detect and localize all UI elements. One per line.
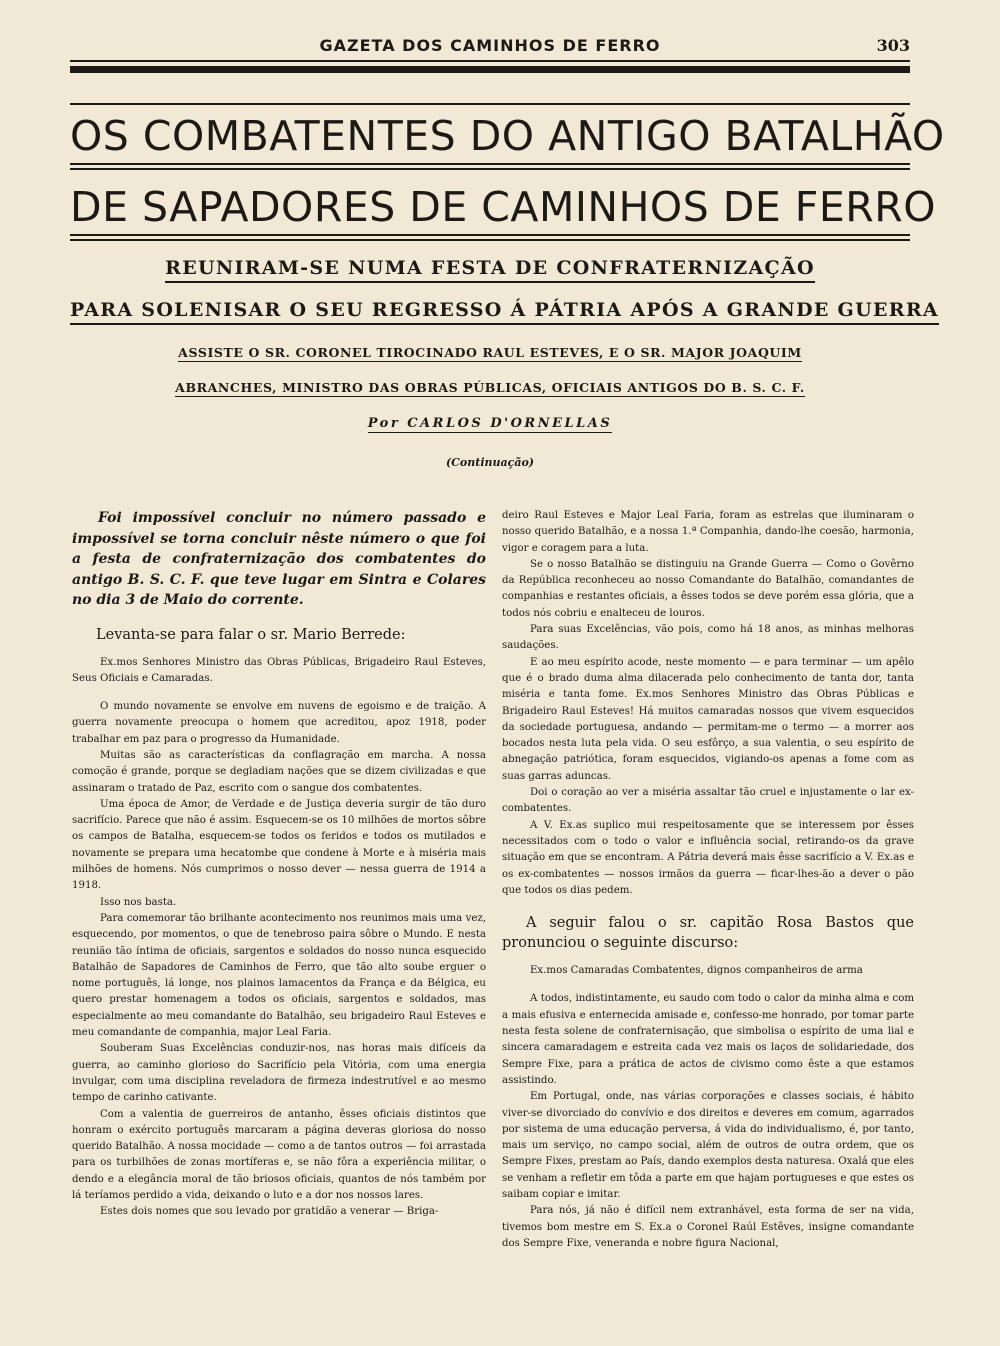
byline-text: Por CARLOS D'ORNELLAS	[367, 416, 613, 431]
paragraph: Muitas são as características da conflagração em marcha. A nossa comoção é grande, porque se degladiam nações que se dizem civilizadas e que assinaram o tratado de Paz, escrito com o sangue dos combatentes.	[72, 749, 486, 794]
paragraph: Isso nos basta.	[100, 896, 177, 908]
page-number: 303	[876, 36, 910, 55]
subtitle-line-2	[70, 299, 939, 321]
subtitle-line-2-text: PARA SOLENISAR O SEU REGRESSO Á PÁTRIA APÓS A GRANDE GUERRA	[70, 299, 939, 325]
speaker-heading: A seguir falou o sr. capitão Rosa Bastos que pronunciou o seguinte discurso:	[502, 915, 914, 952]
subtitle-line-1	[70, 257, 910, 279]
byline	[70, 416, 910, 431]
title-rule-mid-2	[70, 168, 910, 170]
left-column	[72, 508, 486, 1221]
title-rule-top	[70, 103, 910, 105]
title-rule-bottom-1	[70, 234, 910, 236]
paragraph: Para comemorar tão brilhante acontecimento nos reunimos mais uma vez, esquecendo, por momentos, o que de tenebroso paira sôbre o Mundo. E nesta reunião tão íntima de oficiais, sargentos e soldados do nosso nunca esquecido Batalhão de Sapadores de Caminhos de Ferro, que tão alto soube erguer o nome português, lá longe, nos plainos lamacentos da França e da Bélgica, eu quero prestar homenagem a todos os oficiais, sargentos e soldados, mas especialmente ao meu comandante do Batalhão, seu brigadeiro Raul Esteves e meu comandante de companhia, major Leal Faria.	[72, 912, 486, 1039]
journal-name: GAZETA DOS CAMINHOS DE FERRO	[319, 36, 661, 55]
header-rule-thin	[70, 60, 910, 62]
paragraph: Com a valentia de guerreiros de antanho, êsses oficiais distintos que honram o exército português marcaram a página deveras gloriosa do nosso querido Batalhão. A nossa mocidade — como a de tantos outros — foi arrastada para os turbilhões de zonas mortíferas e, se não fôra a experiência militar, o dendo e a elegância moral de tão briosos oficiais, quantos de nós também por lá teríamos perdido a vida, deixando o luto e a dor nos nossos lares.	[72, 1108, 486, 1201]
right-column	[502, 508, 914, 1252]
paragraph: Se o nosso Batalhão se distinguiu na Grande Guerra — Como o Govêrno da República reconheceu ao nosso Comandante do Batalhão, comandantes de companhias e restantes oficiais, a êsses todos se deve porém essa glória, que a todos nós cobriu e enalteceu de louros.	[502, 558, 914, 619]
subtitle-line-3-text: ASSISTE O SR. CORONEL TIROCINADO RAUL ESTEVES, E O SR. MAJOR JOAQUIM	[178, 345, 802, 360]
title-line-2: DE SAPADORES DE CAMINHOS DE FERRO	[70, 183, 937, 231]
address-line: Ex.mos Camaradas Combatentes, dignos companheiros de arma	[530, 965, 863, 977]
paragraph: O mundo novamente se envolve em nuvens de egoismo e de traição. A guerra novamente preocupa o homem que acreditou, apoz 1918, poder trabalhar em paz para o progresso da Humanidade.	[72, 701, 486, 745]
title-rule-bottom-2	[70, 239, 910, 241]
paragraph: Doi o coração ao ver a miséria assaltar tão cruel e injustamente o lar ex-combatentes.	[502, 787, 914, 815]
header-rule-thick	[70, 66, 910, 73]
paragraph: A todos, indistintamente, eu saudo com todo o calor da minha alma e com a mais efusiva e enternecida amisade e, confesso-me honrado, por tomar parte nesta festa solene de confraternisação, que simbolisa o espírito de uma lial e sincera camaradagem e estreita cada vez mais os laços de solidariedade, dos Sempre Fixe, para a prática de actos de civismo como êste a que estamos assistindo.	[502, 993, 914, 1086]
subtitle-line-4	[70, 380, 910, 395]
lead-paragraph: Foi impossível concluir no número passado e impossível se torna concluir nêste número o que foi a festa de confraternização dos combatentes do antigo B. S. C. F. que teve lugar em Sintra e Colares no dia 3 de Maio do corrente.	[72, 510, 486, 608]
speaker-heading: Levanta-se para falar o sr. Mario Berrede:	[96, 626, 406, 643]
paragraph: Souberam Suas Excelências conduzir-nos, nas horas mais difíceis da guerra, ao caminho glorioso do Sacrifício pela Vitória, com uma energia invulgar, com uma disciplina reveladora de firmeza indestrutível e ao mesmo tempo de carinho cativante.	[72, 1043, 486, 1104]
paragraph: Em Portugal, onde, nas várias corporações e classes sociais, é hábito viver-se divorciado do convívio e dos direitos e deveres em comum, agarrados por sistema de uma educação perversa, á vida do individualismo, é, por tanto, mais um serviço, no campo social, além de outros de outra ordem, que os Sempre Fixes, prestam ao País, dando exemplos desta naturesa. Oxalá que eles se venham a refletir em tôda a parte em que hajam portugueses e que estes os saibam copiar e imitar.	[502, 1091, 914, 1200]
address-line: Ex.mos Senhores Ministro das Obras Públicas, Brigadeiro Raul Esteves, Seus Oficiais e Camaradas.	[72, 656, 486, 684]
paragraph: A V. Ex.as suplico mui respeitosamente que se interessem por êsses necessitados com o todo o valor e influência social, retirando-os da grave situação em que se encontram. A Pátria deverá mais êsse sacrifício a V. Ex.as e os ex-combatentes — nossos irmãos da guerra — ficar-lhes-ão a dever o pão que todos os dias pedem.	[502, 819, 914, 896]
paragraph: Para nós, já não é difícil nem extranhável, esta forma de ser na vida, tivemos bom mestre em S. Ex.a o Coronel Raúl Estêves, insigne comandante dos Sempre Fixe, veneranda e nobre figura Nacional,	[502, 1205, 914, 1249]
paragraph: E ao meu espírito acode, neste momento — e para terminar — um apêlo que é o brado duma alma dilacerada pelo conhecimento de tanta dor, tanta miséria e tanta fome. Ex.mos Senhores Ministro das Obras Públicas e Brigadeiro Raul Esteves! Há muitos camaradas nossos que vivem esquecidos da sociedade portuguesa, andando — permitam-me o termo — a morrer aos bocados nesta luta pela vida. O seu esfôrço, a sua valentia, o seu espírito de abnegação patriótica, foram esquecidos, vigiando-os apenas a fome com as suas garras aduncas.	[502, 656, 914, 782]
paragraph: Para suas Excelências, vão pois, como há 18 anos, as minhas melhoras saudações.	[502, 624, 914, 652]
continuation-note: (Continuação)	[445, 456, 535, 469]
title-rule-mid-1	[70, 163, 910, 165]
title-line-1: OS COMBATENTES DO ANTIGO BATALHÃO	[70, 112, 945, 160]
paragraph: Uma época de Amor, de Verdade e de Justiça deveria surgir de tão duro sacrifício. Parece que não é assim. Esquecem-se os 10 milhões de mortos sôbre os campos de Batalha, esquecem-se todos os feridos e todos os mutilados e novamente se prepara uma hecatombe que condene à Morte e à miséria mais milhões de homens. Nós cumprimos o nosso dever — nessa guerra de 1914 a 1918.	[72, 798, 486, 892]
subtitle-line-4-text: ABRANCHES, MINISTRO DAS OBRAS PÚBLICAS, OFICIAIS ANTIGOS DO B. S. C. F.	[175, 380, 805, 395]
paragraph: deiro Raul Esteves e Major Leal Faria, foram as estrelas que iluminaram o nosso querido Batalhão, e a nossa 1.ª Companhia, dando-lhe coesão, harmonia, vigor e coragem para a luta.	[502, 510, 914, 554]
subtitle-line-3	[70, 345, 910, 360]
running-head	[70, 30, 910, 60]
paragraph: Estes dois nomes que sou levado por gratidão a venerar — Briga-	[100, 1206, 439, 1218]
subtitle-line-1-text: REUNIRAM-SE NUMA FESTA DE CONFRATERNIZAÇÃO	[165, 257, 815, 283]
